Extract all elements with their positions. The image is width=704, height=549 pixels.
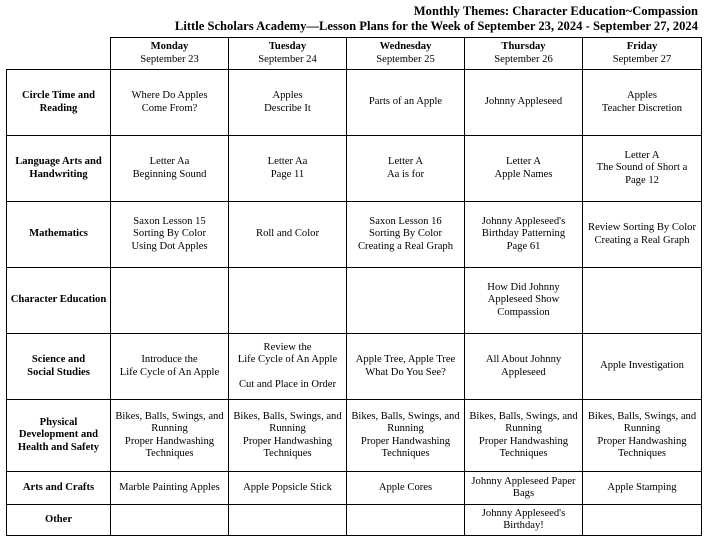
subject-label-line: Other	[44, 513, 73, 525]
lesson-text-line: Birthday Patterning	[481, 228, 566, 240]
lesson-text-line: Johnny Appleseed	[484, 96, 563, 108]
lesson-text-line: Teacher Discretion	[601, 102, 683, 114]
subject-label	[7, 334, 111, 400]
lesson-cell-wednesday	[347, 334, 465, 400]
lesson-text-line: Bags	[512, 488, 535, 499]
day-date: September 25	[376, 53, 435, 65]
lesson-text-line: Roll and Color	[256, 228, 319, 240]
lesson-cell-thursday	[465, 334, 583, 400]
lesson-cell-thursday	[465, 70, 583, 136]
day-header-row	[7, 38, 702, 70]
subject-label-line: Language Arts and	[15, 156, 102, 167]
lesson-cell-thursday	[465, 505, 583, 536]
lesson-cell-monday	[111, 268, 229, 334]
lesson-cell-wednesday	[347, 136, 465, 202]
lesson-text-line: Apple Tree, Apple Tree	[355, 354, 456, 365]
lesson-text-line	[231, 367, 344, 380]
subject-label	[7, 505, 111, 536]
lesson-cell-wednesday	[347, 268, 465, 334]
lesson-text-line: Apple Investigation	[600, 360, 684, 372]
lesson-text-line: Review Sorting By Color	[588, 222, 696, 233]
lesson-text-line: Apple Cores	[378, 481, 433, 493]
lesson-text-line: Appleseed Show	[487, 294, 560, 306]
lesson-text-line: Aa is for	[386, 168, 425, 180]
day-date: September 23	[140, 53, 199, 65]
lesson-text-line: Bikes, Balls, Swings, and	[351, 410, 460, 422]
subject-label-line: Circle Time and	[22, 90, 95, 101]
lesson-text-line: Bikes, Balls, Swings, and	[233, 410, 342, 422]
lesson-text-line: Bikes, Balls, Swings, and	[587, 410, 697, 422]
subject-label	[7, 268, 111, 334]
lesson-text-line: Proper Handwashing	[242, 435, 333, 447]
lesson-text-line: Johnny Appleseed Paper	[471, 475, 576, 487]
lesson-text-line: Johnny Appleseed's	[481, 215, 566, 227]
lesson-text-line: Running	[505, 423, 542, 434]
lesson-cell-friday	[583, 505, 702, 536]
lesson-cell-monday	[111, 202, 229, 268]
lesson-cell-wednesday	[347, 70, 465, 136]
lesson-text-line: Beginning Sound	[132, 168, 207, 180]
lesson-text-line: Sorting By Color	[369, 228, 442, 240]
lesson-text-line: Page 61	[506, 240, 541, 252]
day-name: Tuesday	[268, 41, 307, 52]
lesson-text-line: Letter A	[624, 149, 660, 161]
subject-row	[7, 136, 702, 202]
lesson-cell-tuesday	[229, 400, 347, 472]
subject-row	[7, 202, 702, 268]
day-name: Thursday	[501, 41, 546, 52]
day-header-thursday	[465, 38, 583, 70]
lesson-text-line: Letter A	[387, 156, 423, 167]
subject-label-line: Handwriting	[29, 168, 88, 180]
lesson-cell-tuesday	[229, 472, 347, 505]
lesson-text-line: Life Cycle of An Apple	[119, 366, 220, 378]
subject-label-line: Development and	[18, 429, 99, 441]
subject-label-line: Social Studies	[27, 366, 90, 378]
lesson-text-line: Where Do Apples	[131, 90, 208, 101]
subject-label-line: Character Education	[10, 294, 107, 306]
lesson-text-line: Introduce the	[141, 354, 198, 365]
lesson-cell-wednesday	[347, 472, 465, 505]
subject-label-line: Health and Safety	[17, 441, 100, 453]
lesson-cell-monday	[111, 505, 229, 536]
subject-label	[7, 70, 111, 136]
lesson-text-line: Creating a Real Graph	[594, 234, 690, 246]
lesson-text-line: Proper Handwashing	[360, 435, 451, 447]
lesson-text-line: Apples	[626, 90, 657, 101]
lesson-text-line: Proper Handwashing	[124, 435, 215, 447]
subject-label-line: Physical	[39, 416, 78, 428]
day-header-tuesday	[229, 38, 347, 70]
day-date: September 26	[494, 53, 553, 65]
lesson-cell-monday	[111, 70, 229, 136]
lesson-text-line: Running	[387, 423, 424, 434]
lesson-cell-wednesday	[347, 400, 465, 472]
lesson-cell-tuesday	[229, 505, 347, 536]
lesson-text-line: Running	[269, 423, 306, 434]
lesson-text-line: Apple Names	[494, 168, 553, 180]
lesson-text-line: Life Cycle of An Apple	[237, 354, 338, 365]
lesson-cell-thursday	[465, 400, 583, 472]
lesson-text-line: The Sound of Short a	[596, 162, 688, 174]
lesson-text-line: Techniques	[499, 448, 548, 459]
lesson-cell-monday	[111, 472, 229, 505]
lesson-cell-friday	[583, 202, 702, 268]
lesson-cell-wednesday	[347, 202, 465, 268]
subject-row	[7, 268, 702, 334]
lesson-plan-table	[6, 37, 702, 536]
subject-row	[7, 400, 702, 472]
subject-label-line: Arts and Crafts	[22, 481, 95, 493]
lesson-text-line: Running	[623, 423, 661, 434]
lesson-text-line: Cut and Place in Order	[238, 379, 337, 390]
lesson-cell-thursday	[465, 202, 583, 268]
subject-label-line: Mathematics	[29, 228, 88, 240]
lesson-text-line: Johnny Appleseed's	[481, 507, 566, 519]
day-header-monday	[111, 38, 229, 70]
lesson-text-line: Letter A	[505, 156, 541, 167]
lesson-cell-friday	[583, 400, 702, 472]
day-date: September 27	[612, 53, 672, 65]
subject-row	[7, 334, 702, 400]
lesson-cell-friday	[583, 472, 702, 505]
lesson-text-line: Creating a Real Graph	[357, 240, 453, 252]
lesson-text-line: Saxon Lesson 15	[133, 215, 206, 227]
day-header-friday	[583, 38, 702, 70]
lesson-text-line: Birthday!	[503, 520, 544, 531]
lesson-text-line: Techniques	[617, 448, 667, 459]
day-name: Wednesday	[379, 41, 432, 52]
subject-row	[7, 472, 702, 505]
lesson-text-line: How Did Johnny	[487, 281, 560, 293]
lesson-text-line: Come From?	[141, 102, 198, 114]
lesson-cell-monday	[111, 400, 229, 472]
lesson-text-line: Apples	[272, 90, 303, 101]
lesson-text-line: Letter Aa	[267, 156, 308, 167]
day-name: Friday	[626, 41, 658, 52]
lesson-text-line: Parts of an Apple	[368, 96, 443, 108]
lesson-text-line: Using Dot Apples	[131, 240, 208, 252]
lesson-text-line: Bikes, Balls, Swings, and	[115, 410, 224, 422]
lesson-text-line: Techniques	[263, 448, 312, 459]
lesson-text-line: Marble Painting Apples	[119, 481, 220, 493]
lesson-cell-thursday	[465, 268, 583, 334]
subject-label	[7, 400, 111, 472]
subject-label-line: Science and	[31, 354, 86, 365]
lesson-cell-monday	[111, 334, 229, 400]
lesson-text-line: Sorting By Color	[133, 228, 206, 240]
lesson-text-line: Bikes, Balls, Swings, and	[469, 410, 578, 422]
lesson-text-line: Techniques	[145, 448, 194, 459]
subject-row	[7, 70, 702, 136]
lesson-cell-thursday	[465, 136, 583, 202]
lesson-cell-friday	[583, 136, 702, 202]
lesson-text-line: All About Johnny	[485, 354, 562, 365]
lesson-text-line: Running	[151, 423, 188, 434]
lesson-text-line: Appleseed	[501, 366, 546, 378]
lesson-cell-tuesday	[229, 202, 347, 268]
lesson-text-line: Compassion	[497, 306, 550, 318]
monthly-theme-title: Monthly Themes: Character Education~Compassion	[413, 4, 698, 18]
lesson-text-line: Page 11	[270, 168, 305, 180]
lesson-text-line: Saxon Lesson 16	[369, 215, 442, 227]
lesson-text-line: Techniques	[381, 448, 430, 459]
subject-row	[7, 505, 702, 536]
subject-label	[7, 202, 111, 268]
lesson-plan-title: Little Scholars Academy—Lesson Plans for the Week of September 23, 2024 - September 27, 2024	[174, 19, 698, 33]
day-date: September 24	[258, 53, 317, 65]
lesson-cell-friday	[583, 70, 702, 136]
day-header-wednesday	[347, 38, 465, 70]
lesson-cell-tuesday	[229, 70, 347, 136]
lesson-text-line: Letter Aa	[149, 156, 190, 167]
day-name: Monday	[150, 41, 189, 52]
subject-label	[7, 136, 111, 202]
lesson-cell-friday	[583, 268, 702, 334]
lesson-cell-tuesday	[229, 136, 347, 202]
lesson-cell-thursday	[465, 472, 583, 505]
lesson-cell-friday	[583, 334, 702, 400]
lesson-text-line: Apple Popsicle Stick	[243, 481, 332, 493]
subject-label	[7, 472, 111, 505]
lesson-cell-tuesday	[229, 334, 347, 400]
lesson-plan-body	[7, 70, 702, 536]
lesson-cell-tuesday	[229, 268, 347, 334]
lesson-text-line: Review the	[263, 341, 312, 353]
lesson-text-line: Page 12	[625, 174, 659, 186]
corner-cell	[7, 38, 111, 70]
lesson-cell-monday	[111, 136, 229, 202]
lesson-text-line: Describe It	[264, 102, 311, 114]
subject-label-line: Reading	[39, 102, 78, 114]
page-header	[175, 4, 698, 34]
lesson-text-line: Proper Handwashing	[478, 435, 569, 447]
lesson-text-line: Apple Stamping	[607, 481, 677, 493]
lesson-text-line: Proper Handwashing	[597, 435, 687, 447]
lesson-cell-wednesday	[347, 505, 465, 536]
lesson-text-line: What Do You See?	[365, 366, 446, 378]
